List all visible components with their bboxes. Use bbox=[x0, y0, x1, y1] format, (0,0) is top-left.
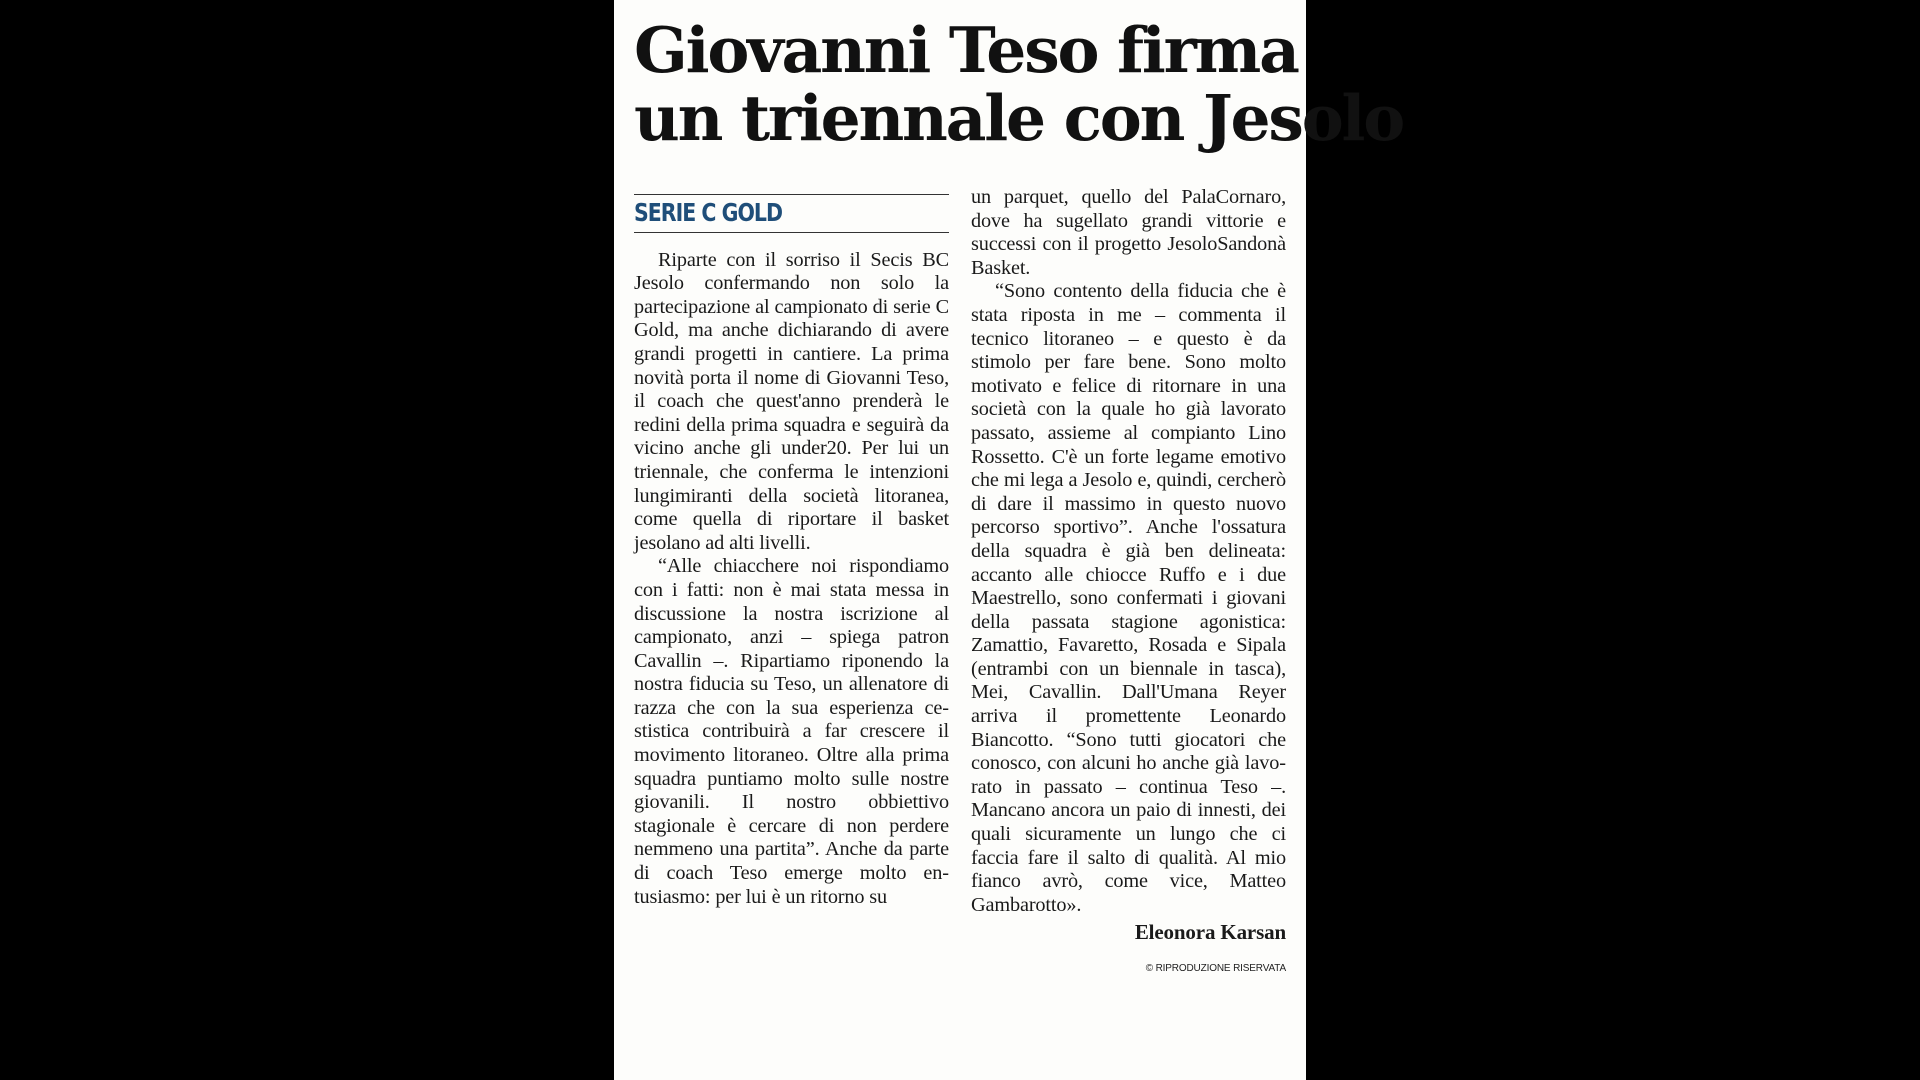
headline bbox=[634, 13, 1404, 155]
paragraph: “Alle chiacchere noi rispondiamo con i fatti: non è mai stata messa in discussione la nostra iscrizione al campionato, anzi – spiega patron Cavallin –. Ripartiamo riponendo la nostra fiducia su Teso, un allenatore di razza che con la sua esperienza cestistica contribuirà a far crescere il movimento litoraneo. Oltre alla prima squadra puntiamo molto sulle nostre giovanili. Il nostro obbiettivo stagionale è cercare di non perdere nemmeno una partita”. Anche da parte di coach Teso emerge molto entusiasmo: per lui è un ritorno su bbox=[634, 555, 949, 908]
headline-line-1: Giovanni Teso firma bbox=[634, 13, 1298, 87]
paragraph: “Sono contento della fiducia che è stata riposta in me – commenta il tecnico litoraneo – e questo è da stimolo per fare bene. Sono molto motivato e felice di ritornare in una società con la quale ho già lavorato passato, assieme al compianto Lino Rossetto. C'è un forte legame emotivo che mi lega a Jesolo e, quindi, cercherò di dare il massimo in questo nuovo percorso sportivo”. Anche l'ossatura della squadra è già ben delineata: accanto alle chiocce Ruffo e i due Maestrello, sono confermati i giovani della passata stagione agonistica: Zamattio, Favaretto, Rosada e Sipala (entrambi con un biennale in tasca), Mei, Cavallin. Dall'Umana Reyer arriva il promettente Leonardo Biancotto. “Sono tutti giocatori che conosco, con alcuni ho anche già lavorato in passato – continua Teso –. Mancano ancora un paio di innesti, dei quali sicuramente un lungo che ci faccia fare il salto di qualità. Al mio fianco avrò, come vice, Matteo Gambarotto». bbox=[971, 280, 1286, 916]
paragraph-continued: un parquet, quello del PalaCornaro, dove ha sugellato grandi vittorie e successi con il progetto JesoloSandonà Basket. bbox=[971, 186, 1286, 279]
newspaper-clipping bbox=[614, 0, 1404, 1080]
column-left bbox=[634, 192, 949, 981]
column-right bbox=[971, 186, 1286, 981]
article-columns bbox=[634, 186, 1286, 981]
paragraph: Riparte con il sorriso il Secis BC Jesolo confermando non solo la partecipazione al campionato di serie C Gold, ma anche dichiarando di avere grandi progetti in cantiere. La prima novità porta il nome di Giovanni Teso, il coach che quest'anno prenderà le redini della prima squadra e seguirà da vicino anche gli under20. Per lui un triennale, che conferma le intenzioni lungimiranti della società litoranea, come quella di riportare il basket jesolano ad alti livelli. bbox=[634, 248, 949, 554]
section-kicker: SERIE C GOLD bbox=[634, 198, 783, 227]
copyright-notice: © RIPRODUZIONE RISERVATA bbox=[1145, 963, 1286, 974]
byline: Eleonora Karsan bbox=[1134, 920, 1286, 945]
kicker-box bbox=[634, 194, 949, 233]
headline-line-2: un triennale con Jesolo bbox=[634, 81, 1404, 155]
